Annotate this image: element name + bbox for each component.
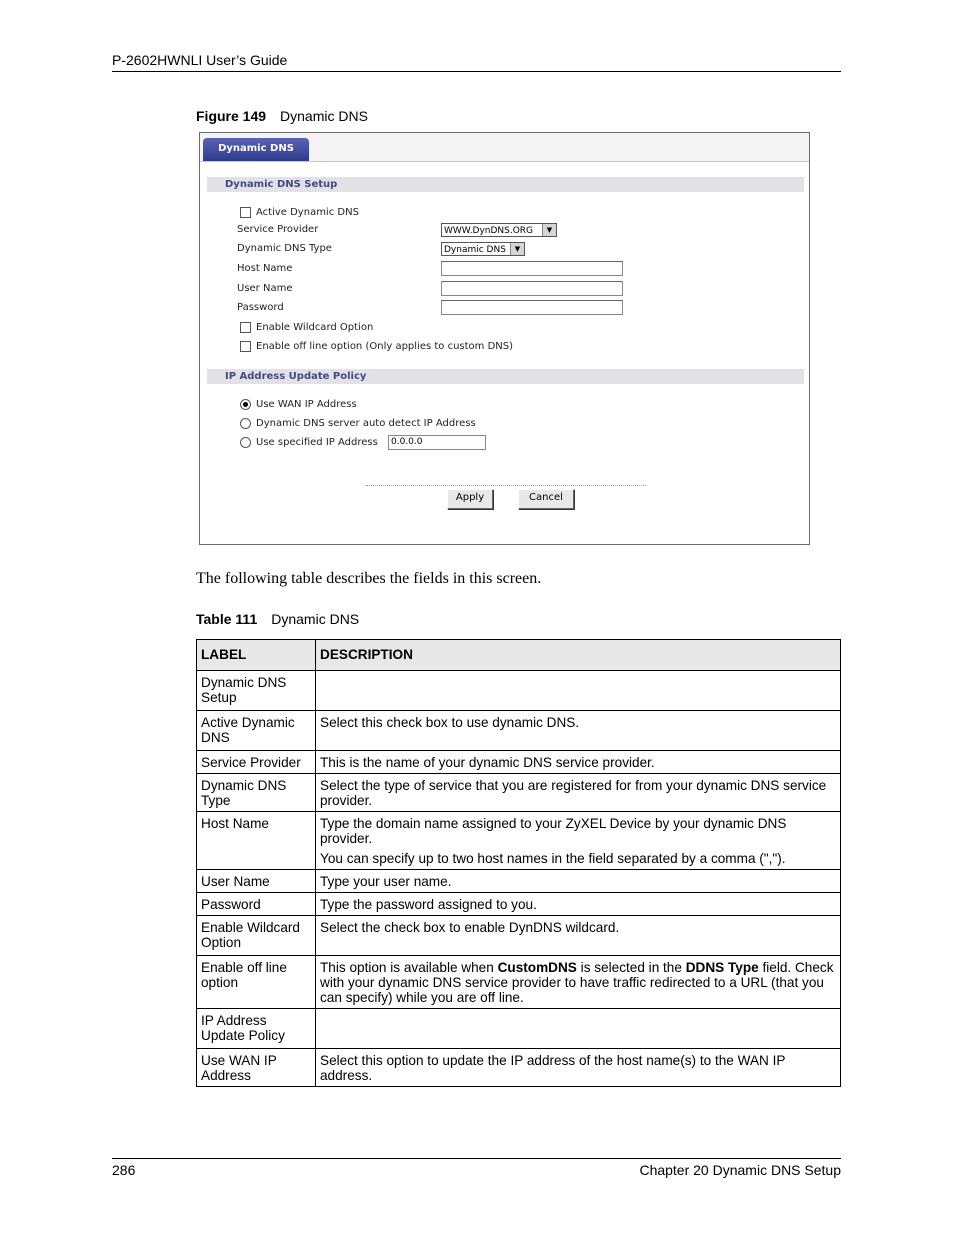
field-description-table xyxy=(196,639,841,1087)
wildcard-label: Enable Wildcard Option xyxy=(256,322,374,333)
row-description: This is the name of your dynamic DNS service provider. xyxy=(316,751,841,774)
header-rule xyxy=(112,71,841,72)
row-label: User Name xyxy=(197,870,316,893)
row-label: IP Address Update Policy xyxy=(197,1009,316,1049)
password-input[interactable] xyxy=(441,300,623,315)
ddns-type-select[interactable] xyxy=(441,242,525,256)
table-row xyxy=(197,751,841,774)
header-label: LABEL xyxy=(197,640,316,671)
ddns-type-label: Dynamic DNS Type xyxy=(237,243,332,254)
header-description: DESCRIPTION xyxy=(316,640,841,671)
figure-caption xyxy=(196,108,368,124)
tab-bar xyxy=(200,133,809,162)
ip-policy-section-title: IP Address Update Policy xyxy=(207,369,804,384)
apply-button[interactable]: Apply xyxy=(447,489,493,509)
table-row xyxy=(197,812,841,870)
auto-detect-label: Dynamic DNS server auto detect IP Address xyxy=(256,418,476,429)
row-label: Service Provider xyxy=(197,751,316,774)
table-row xyxy=(197,711,841,751)
row-label: Enable off line option xyxy=(197,956,316,1009)
row-label: Dynamic DNS Type xyxy=(197,774,316,812)
divider xyxy=(366,485,646,486)
row-description: Select this check box to use dynamic DNS. xyxy=(316,711,841,751)
table-number: Table 111 xyxy=(196,611,258,627)
table-row xyxy=(197,956,841,1009)
row-description: Type the password assigned to you. xyxy=(316,893,841,916)
footer-rule xyxy=(112,1158,841,1159)
row-label: Active Dynamic DNS xyxy=(197,711,316,751)
row-description: Select this option to update the IP address of the host name(s) to the WAN IP address. xyxy=(316,1049,841,1087)
chevron-down-icon: ▼ xyxy=(510,243,524,255)
figure-title: Dynamic DNS xyxy=(280,108,368,124)
dynamic-dns-screenshot xyxy=(199,132,810,545)
page-number: 286 xyxy=(112,1162,136,1178)
specified-ip-label: Use specified IP Address xyxy=(256,437,378,448)
user-name-label: User Name xyxy=(237,283,293,294)
specified-ip-input[interactable]: 0.0.0.0 xyxy=(388,435,486,450)
user-name-input[interactable] xyxy=(441,281,623,296)
row-label: Host Name xyxy=(197,812,316,870)
offline-label: Enable off line option (Only applies to custom DNS) xyxy=(256,341,514,352)
row-description: Type your user name. xyxy=(316,870,841,893)
row-description xyxy=(316,1009,841,1049)
tab-dynamic-dns[interactable]: Dynamic DNS xyxy=(203,138,309,161)
row-label: Use WAN IP Address xyxy=(197,1049,316,1087)
row-description xyxy=(316,956,841,1009)
row-description: Select the type of service that you are registered for from your dynamic DNS service provider. xyxy=(316,774,841,812)
host-name-input[interactable] xyxy=(441,261,623,276)
setup-section-title: Dynamic DNS Setup xyxy=(207,177,804,192)
table-row xyxy=(197,916,841,956)
row-description xyxy=(316,671,841,711)
service-provider-label: Service Provider xyxy=(237,224,319,235)
table-row xyxy=(197,671,841,711)
table-row xyxy=(197,870,841,893)
table-row xyxy=(197,893,841,916)
chevron-down-icon: ▼ xyxy=(542,224,556,236)
table-caption xyxy=(196,611,359,627)
specified-ip-radio[interactable] xyxy=(240,437,251,448)
desc-bold: CustomDNS xyxy=(497,960,577,975)
use-wan-radio[interactable] xyxy=(240,399,251,410)
row-description-line: You can specify up to two host names in the field separated by a comma (","). xyxy=(320,851,786,866)
running-header: P-2602HWNLI User’s Guide xyxy=(112,52,288,68)
table-row xyxy=(197,774,841,812)
wildcard-checkbox[interactable] xyxy=(240,322,251,333)
row-label: Password xyxy=(197,893,316,916)
desc-text: field. Check with your dynamic DNS service provider to have traffic redirected to a URL (that you can specify) while you are off line. xyxy=(320,960,834,1005)
row-label: Enable Wildcard Option xyxy=(197,916,316,956)
cancel-button[interactable]: Cancel xyxy=(518,489,574,509)
row-description xyxy=(316,812,841,870)
password-label: Password xyxy=(237,302,284,313)
table-header-row xyxy=(197,640,841,671)
auto-detect-radio[interactable] xyxy=(240,418,251,429)
use-wan-label: Use WAN IP Address xyxy=(256,399,357,410)
desc-text: is selected in the xyxy=(576,960,686,975)
active-ddns-checkbox[interactable] xyxy=(240,207,251,218)
offline-checkbox[interactable] xyxy=(240,341,251,352)
intro-paragraph: The following table describes the fields in this screen. xyxy=(196,570,542,587)
table-row xyxy=(197,1009,841,1049)
service-provider-select[interactable] xyxy=(441,223,557,237)
figure-number: Figure 149 xyxy=(196,108,267,124)
table-title: Dynamic DNS xyxy=(271,611,360,627)
service-provider-value: WWW.DynDNS.ORG xyxy=(444,226,534,236)
desc-text: This option is available when xyxy=(320,960,498,975)
row-description: Select the check box to enable DynDNS wildcard. xyxy=(316,916,841,956)
row-label: Dynamic DNS Setup xyxy=(197,671,316,711)
table-row xyxy=(197,1049,841,1087)
host-name-label: Host Name xyxy=(237,263,293,274)
row-description-line: Type the domain name assigned to your ZyXEL Device by your dynamic DNS provider. xyxy=(320,816,787,846)
active-ddns-label: Active Dynamic DNS xyxy=(256,207,359,218)
desc-bold: DDNS Type xyxy=(685,960,759,975)
chapter-title: Chapter 20 Dynamic DNS Setup xyxy=(639,1162,841,1178)
ddns-type-value: Dynamic DNS xyxy=(444,245,506,255)
